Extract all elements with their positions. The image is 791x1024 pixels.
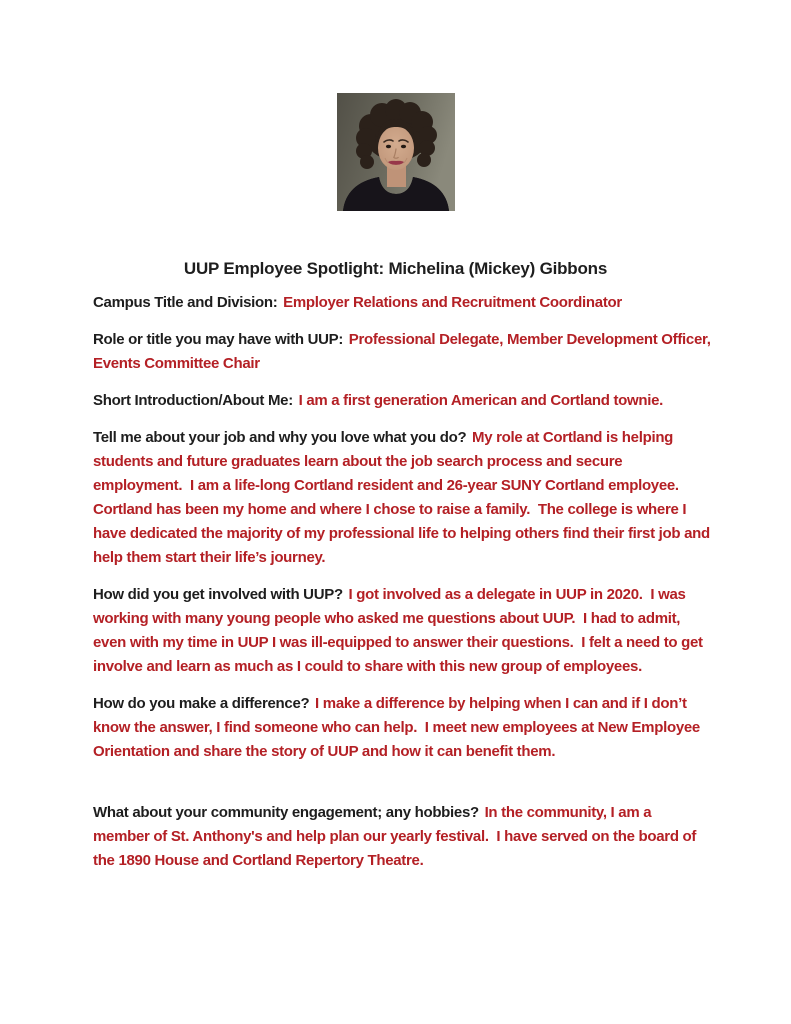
- qa-paragraph-involved-with-uup: [93, 583, 711, 679]
- qa-paragraph-campus-title: [93, 291, 711, 315]
- question-text: Tell me about your job and why you love what you do?: [93, 429, 467, 446]
- qa-paragraph-about-job: [93, 426, 714, 570]
- left-eye: [385, 145, 390, 148]
- portrait-photo-image: [337, 93, 455, 211]
- answer-text: My role at Cortland is helping students and future graduates learn about the job search process and secure employment. I am a life-long Cortland resident and 26-year SUNY Cortland employee. Cortland has been my home and where I chose to raise a family. The college is where I have dedicated the majority of my professional life to helping others find their first job and help them start their life’s journey.: [93, 429, 714, 566]
- qa-paragraph-uup-role: [93, 328, 715, 376]
- question-text: How do you make a difference?: [93, 695, 310, 712]
- qa-paragraph-make-a-difference: [93, 692, 711, 764]
- answer-text: I got involved as a delegate in UUP in 2020. I was working with many young people who asked me questions about UUP. I had to admit, even with my time in UUP I was ill-equipped to answer their questions. I felt a need to get involve and learn as much as I could to share with this new group of employees.: [93, 586, 707, 675]
- qa-paragraph-introduction: [93, 389, 711, 413]
- question-text: What about your community engagement; any hobbies?: [93, 804, 479, 821]
- document-body: [93, 291, 715, 873]
- answer-text: Professional Delegate, Member Development Officer, Events Committee Chair: [93, 331, 715, 372]
- qa-paragraph-community-hobbies: [93, 801, 711, 873]
- question-text: Campus Title and Division:: [93, 294, 278, 311]
- question-text: How did you get involved with UUP?: [93, 586, 343, 603]
- portrait-photo: [337, 93, 455, 211]
- answer-text: I make a difference by helping when I can and if I don’t know the answer, I find someone who can help. I meet new employees at New Employee Orientation and share the story of UUP and how it can benefit them.: [93, 695, 704, 760]
- right-eye: [400, 145, 405, 148]
- answer-text: Employer Relations and Recruitment Coordinator: [283, 294, 622, 311]
- question-text: Role or title you may have with UUP:: [93, 331, 344, 348]
- answer-text: In the community, I am a member of St. Anthony's and help plan our yearly festival. I have served on the board of the 1890 House and Cortland Repertory Theatre.: [93, 804, 700, 869]
- answer-text: I am a first generation American and Cortland townie.: [298, 392, 664, 409]
- page-title: UUP Employee Spotlight: Michelina (Mickey) Gibbons: [183, 259, 608, 278]
- question-text: Short Introduction/About Me:: [93, 392, 293, 409]
